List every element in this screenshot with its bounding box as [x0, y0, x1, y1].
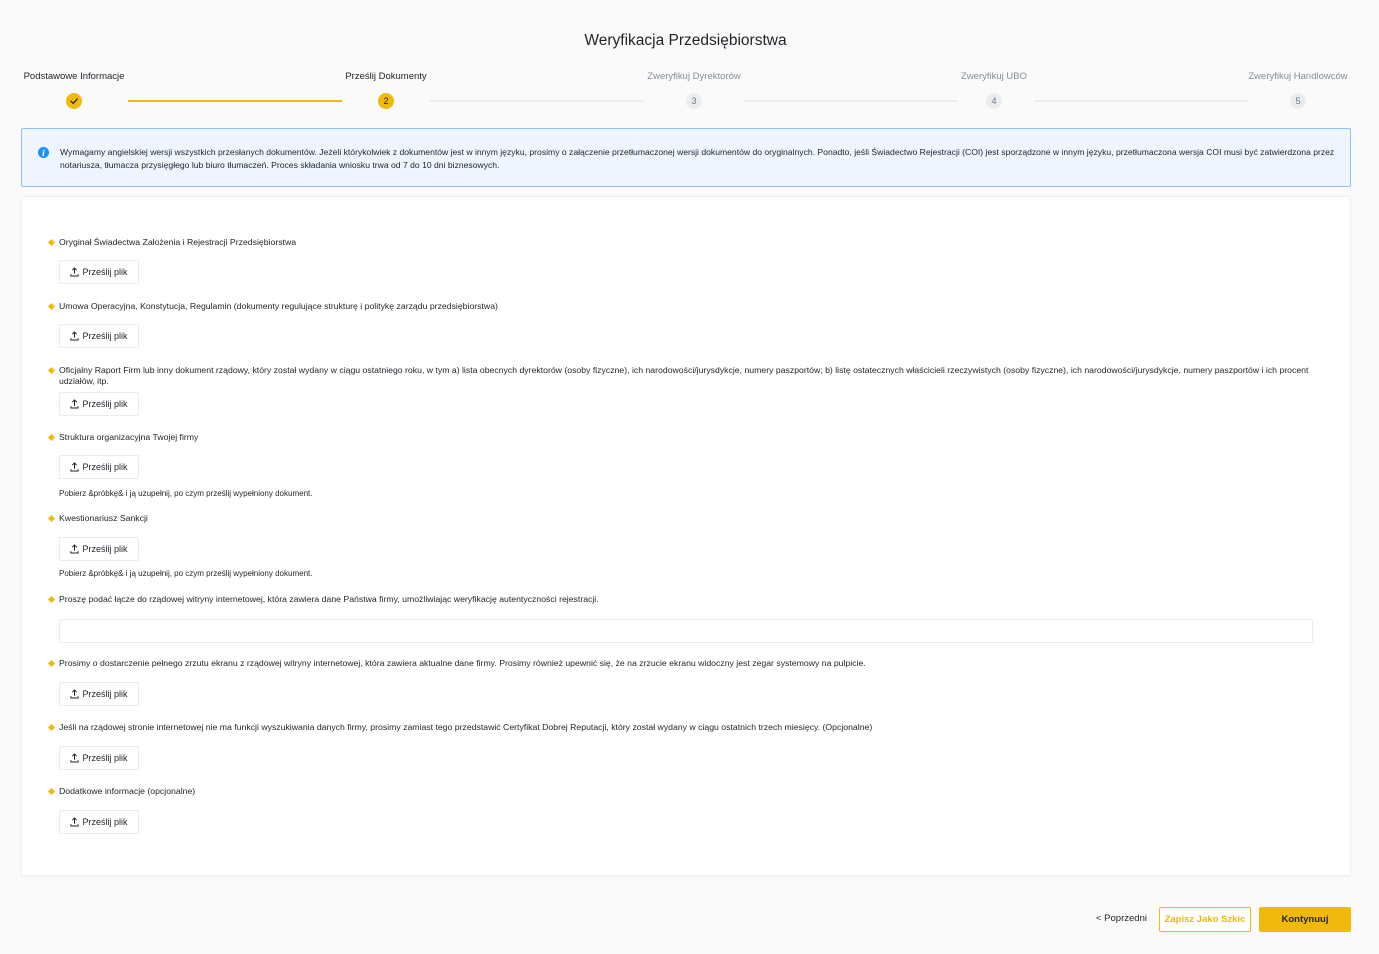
- upload-icon: [70, 689, 79, 699]
- upload-button[interactable]: [59, 810, 139, 834]
- upload-button-label: Prześlij plik: [82, 689, 128, 699]
- upload-button[interactable]: [59, 260, 139, 284]
- document-label: Umowa Operacyjna, Konstytucja, Regulamin (dokumenty regulujące strukturę i politykę zarządu przedsiębiorstwa): [59, 301, 498, 311]
- save-draft-button[interactable]: Zapisz Jako Szkic: [1159, 907, 1251, 932]
- step-3-indicator[interactable]: 3: [686, 93, 702, 109]
- document-label: Dodatkowe informacje (opcjonalne): [59, 786, 196, 796]
- document-label: Jeśli na rządowej stronie internetowej nie ma funkcji wyszukiwania danych firmy, prosimy zamiast tego przedstawić Certyfikat Dobrej Reputacji, który został wydany w ciągu ostatnich trzech miesięcy. (Opcjonalne): [59, 722, 873, 732]
- upload-icon: [70, 753, 79, 763]
- upload-button-label: Prześlij plik: [82, 817, 128, 827]
- step-1-label[interactable]: Podstawowe Informacje: [23, 71, 125, 82]
- step-connector-1: [128, 100, 342, 102]
- step-1-indicator[interactable]: [66, 93, 82, 109]
- step-4-label[interactable]: Zweryfikuj UBO: [961, 71, 1027, 82]
- documents-card: [21, 196, 1351, 876]
- document-label: Prosimy o dostarczenie pełnego zrzutu ekranu z rządowej witryny internetowej, która zawiera aktualne dane firmy. Prosimy również upewnić się, że na zrzucie ekranu widoczny jest zegar systemowy na pulpicie.: [59, 658, 866, 668]
- upload-button[interactable]: [59, 682, 139, 706]
- step-connector-3: [744, 100, 958, 102]
- upload-icon: [70, 817, 79, 827]
- upload-button[interactable]: [59, 746, 139, 770]
- document-label: Oryginał Świadectwa Założenia i Rejestracji Przedsiębiorstwa: [59, 237, 297, 247]
- upload-icon: [70, 267, 79, 277]
- upload-button-label: Prześlij plik: [82, 753, 128, 763]
- upload-button-label: Prześlij plik: [82, 544, 128, 554]
- document-label: Struktura organizacyjna Twojej firmy: [59, 432, 199, 442]
- info-icon: i: [38, 147, 49, 158]
- government-website-url-input[interactable]: [59, 619, 1313, 643]
- info-banner: [21, 128, 1351, 187]
- upload-icon: [70, 544, 79, 554]
- upload-button-label: Prześlij plik: [82, 267, 128, 277]
- step-connector-4: [1034, 100, 1248, 102]
- step-connector-2: [430, 100, 644, 102]
- upload-button-label: Prześlij plik: [82, 331, 128, 341]
- upload-button-label: Prześlij plik: [82, 462, 128, 472]
- document-label: Kwestionariusz Sankcji: [59, 513, 148, 523]
- checkmark-icon: [69, 96, 79, 106]
- step-2-indicator[interactable]: 2: [378, 93, 394, 109]
- upload-icon: [70, 462, 79, 472]
- previous-button[interactable]: < Poprzedni: [1096, 913, 1147, 924]
- upload-button-label: Prześlij plik: [82, 399, 128, 409]
- page-title: Weryfikacja Przedsiębiorstwa: [584, 32, 787, 49]
- document-label: Oficjalny Raport Firm lub inny dokument rządowy, który został wydany w ciągu ostatniego roku, w tym a) lista obecnych dyrektorów (osoby fizyczne), ich narodowości/jurysdykcje, numery paszportów; b) listę ostatecznych właścicieli rzeczywistych (osoby fizyczne), ich narodowości/jurysdykcje, numery paszportów i ich procent udziałów, itp.: [59, 365, 1309, 386]
- step-2-label[interactable]: Prześlij Dokumenty: [345, 71, 427, 82]
- upload-icon: [70, 331, 79, 341]
- step-3-label[interactable]: Zweryfikuj Dyrektorów: [647, 71, 741, 82]
- sample-download-hint[interactable]: Pobierz &próbkę& i ją uzupełnij, po czym prześlij wypełniony dokument.: [59, 489, 313, 498]
- sample-download-hint[interactable]: Pobierz &próbkę& i ją uzupełnij, po czym prześlij wypełniony dokument.: [59, 569, 313, 578]
- upload-button[interactable]: [59, 324, 139, 348]
- document-label: Proszę podać łącze do rządowej witryny internetowej, która zawiera dane Państwa firmy, umożliwiając weryfikację autentyczności rejestracji.: [59, 594, 599, 604]
- step-5-label[interactable]: Zweryfikuj Handlowców: [1248, 71, 1348, 82]
- step-4-indicator[interactable]: 4: [986, 93, 1002, 109]
- info-text: Wymagamy angielskiej wersji wszystkich przesłanych dokumentów. Jeżeli którykolwiek z dokumentów jest w innym języku, prosimy o załączenie przetłumaczonej wersji dokumentów do oryginalnych. Ponadto, jeśli Świadectwo Rejestracji (COI) jest sporządzone w innym języku, przetłumaczona wersja COI musi być zatwierdzona przez notariusza, tłumacza przysięgłego lub biuro tłumaczeń. Proces składania wniosku trwa od 7 do 10 dni biznesowych.: [60, 147, 1335, 170]
- continue-button[interactable]: Kontynuuj: [1259, 907, 1351, 932]
- upload-icon: [70, 399, 79, 409]
- upload-button[interactable]: [59, 392, 139, 416]
- step-5-indicator[interactable]: 5: [1290, 93, 1306, 109]
- upload-button[interactable]: [59, 455, 139, 479]
- upload-button[interactable]: [59, 537, 139, 561]
